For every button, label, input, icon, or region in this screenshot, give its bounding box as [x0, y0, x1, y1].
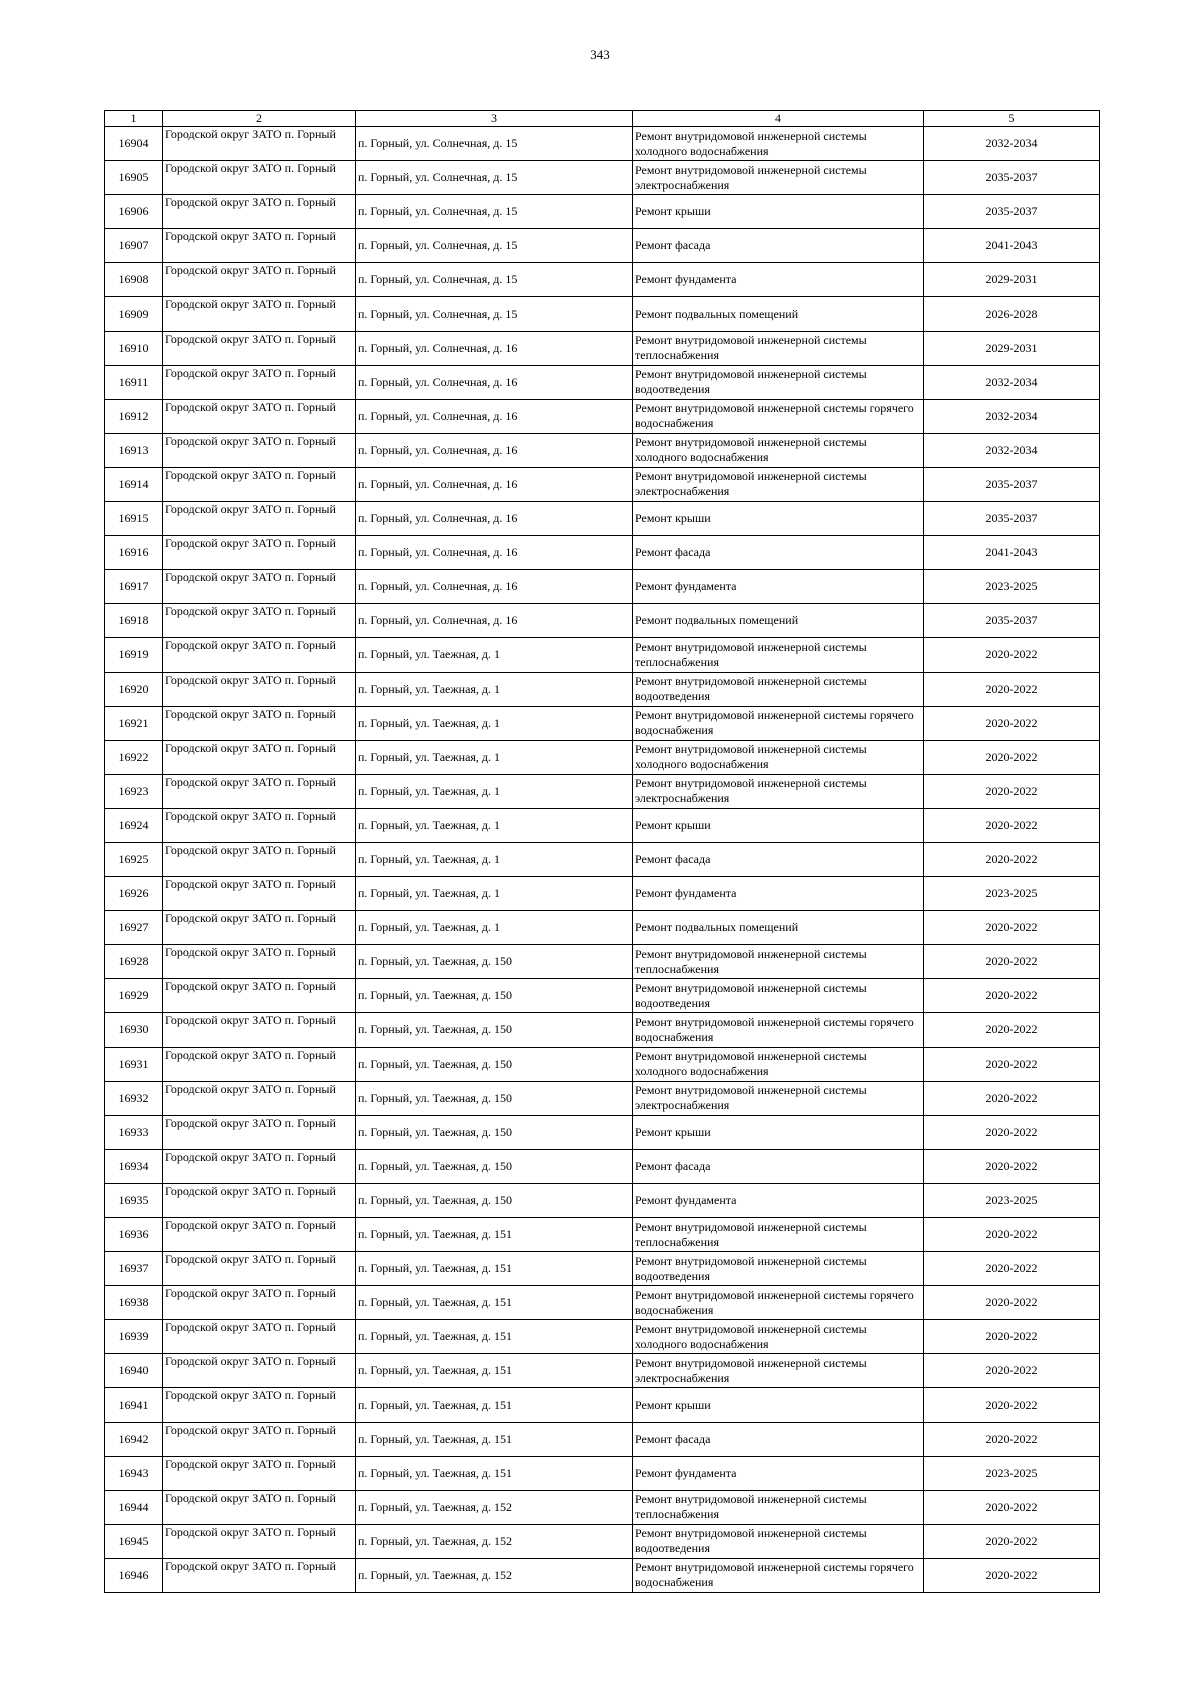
table-row: [105, 1320, 1100, 1354]
address-cell: п. Горный, ул. Таежная, д. 151: [356, 1456, 633, 1490]
work-type-cell: Ремонт фасада: [633, 842, 924, 876]
address-cell: п. Горный, ул. Таежная, д. 1: [356, 740, 633, 774]
table-row: [105, 127, 1100, 161]
table-row: [105, 195, 1100, 229]
address-cell: п. Горный, ул. Солнечная, д. 15: [356, 229, 633, 263]
address-cell: п. Горный, ул. Солнечная, д. 15: [356, 195, 633, 229]
column-header: 3: [356, 111, 633, 127]
period-cell: 2032-2034: [924, 399, 1100, 433]
address-cell: п. Горный, ул. Таежная, д. 1: [356, 774, 633, 808]
table-row: [105, 877, 1100, 911]
period-cell: 2041-2043: [924, 536, 1100, 570]
row-number-cell: 16916: [105, 536, 163, 570]
period-cell: 2020-2022: [924, 1388, 1100, 1422]
municipality-cell: Городской округ ЗАТО п. Горный: [163, 1354, 356, 1388]
row-number-cell: 16942: [105, 1422, 163, 1456]
municipality-cell: Городской округ ЗАТО п. Горный: [163, 1286, 356, 1320]
work-type-cell: Ремонт внутридомовой инженерной системы электроснабжения: [633, 1354, 924, 1388]
table-row: [105, 911, 1100, 945]
row-number-cell: 16904: [105, 127, 163, 161]
row-number-cell: 16933: [105, 1115, 163, 1149]
table-row: [105, 1149, 1100, 1183]
period-cell: 2020-2022: [924, 1524, 1100, 1558]
municipality-cell: Городской округ ЗАТО п. Горный: [163, 1047, 356, 1081]
address-cell: п. Горный, ул. Таежная, д. 152: [356, 1558, 633, 1592]
table-row: [105, 297, 1100, 331]
period-cell: 2020-2022: [924, 1252, 1100, 1286]
work-type-cell: Ремонт внутридомовой инженерной системы холодного водоснабжения: [633, 740, 924, 774]
row-number-cell: 16919: [105, 638, 163, 672]
table-row: [105, 1558, 1100, 1592]
municipality-cell: Городской округ ЗАТО п. Горный: [163, 161, 356, 195]
row-number-cell: 16905: [105, 161, 163, 195]
address-cell: п. Горный, ул. Таежная, д. 151: [356, 1286, 633, 1320]
municipality-cell: Городской округ ЗАТО п. Горный: [163, 1013, 356, 1047]
municipality-cell: Городской округ ЗАТО п. Горный: [163, 1218, 356, 1252]
table-row: [105, 1422, 1100, 1456]
table-header-row: [105, 111, 1100, 127]
column-header: 5: [924, 111, 1100, 127]
work-type-cell: Ремонт внутридомовой инженерной системы горячего водоснабжения: [633, 1286, 924, 1320]
table-row: [105, 161, 1100, 195]
address-cell: п. Горный, ул. Таежная, д. 150: [356, 1149, 633, 1183]
work-type-cell: Ремонт внутридомовой инженерной системы электроснабжения: [633, 774, 924, 808]
row-number-cell: 16928: [105, 945, 163, 979]
row-number-cell: 16922: [105, 740, 163, 774]
address-cell: п. Горный, ул. Таежная, д. 1: [356, 808, 633, 842]
row-number-cell: 16941: [105, 1388, 163, 1422]
municipality-cell: Городской округ ЗАТО п. Горный: [163, 1558, 356, 1592]
address-cell: п. Горный, ул. Таежная, д. 150: [356, 1047, 633, 1081]
table-body: [105, 127, 1100, 1593]
work-type-cell: Ремонт внутридомовой инженерной системы холодного водоснабжения: [633, 433, 924, 467]
row-number-cell: 16930: [105, 1013, 163, 1047]
table-row: [105, 467, 1100, 501]
municipality-cell: Городской округ ЗАТО п. Горный: [163, 195, 356, 229]
address-cell: п. Горный, ул. Таежная, д. 1: [356, 672, 633, 706]
row-number-cell: 16913: [105, 433, 163, 467]
table-row: [105, 1524, 1100, 1558]
page-number: 343: [590, 47, 610, 62]
row-number-cell: 16906: [105, 195, 163, 229]
row-number-cell: 16915: [105, 502, 163, 536]
work-type-cell: Ремонт внутридомовой инженерной системы холодного водоснабжения: [633, 1320, 924, 1354]
municipality-cell: Городской округ ЗАТО п. Горный: [163, 945, 356, 979]
work-type-cell: Ремонт фасада: [633, 1422, 924, 1456]
period-cell: 2020-2022: [924, 1490, 1100, 1524]
row-number-cell: 16912: [105, 399, 163, 433]
address-cell: п. Горный, ул. Таежная, д. 1: [356, 706, 633, 740]
address-cell: п. Горный, ул. Таежная, д. 152: [356, 1490, 633, 1524]
work-type-cell: Ремонт фасада: [633, 229, 924, 263]
table-row: [105, 1286, 1100, 1320]
address-cell: п. Горный, ул. Таежная, д. 151: [356, 1218, 633, 1252]
address-cell: п. Горный, ул. Таежная, д. 150: [356, 979, 633, 1013]
work-type-cell: Ремонт внутридомовой инженерной системы холодного водоснабжения: [633, 127, 924, 161]
table-row: [105, 1183, 1100, 1217]
address-cell: п. Горный, ул. Солнечная, д. 16: [356, 604, 633, 638]
table-row: [105, 1047, 1100, 1081]
municipality-cell: Городской округ ЗАТО п. Горный: [163, 467, 356, 501]
period-cell: 2035-2037: [924, 604, 1100, 638]
address-cell: п. Горный, ул. Таежная, д. 1: [356, 911, 633, 945]
table-row: [105, 1490, 1100, 1524]
address-cell: п. Горный, ул. Таежная, д. 151: [356, 1388, 633, 1422]
work-type-cell: Ремонт фундамента: [633, 570, 924, 604]
period-cell: 2023-2025: [924, 1183, 1100, 1217]
period-cell: 2035-2037: [924, 195, 1100, 229]
period-cell: 2020-2022: [924, 774, 1100, 808]
period-cell: 2041-2043: [924, 229, 1100, 263]
table-row: [105, 433, 1100, 467]
work-type-cell: Ремонт внутридомовой инженерной системы теплоснабжения: [633, 945, 924, 979]
row-number-cell: 16934: [105, 1149, 163, 1183]
period-cell: 2035-2037: [924, 502, 1100, 536]
row-number-cell: 16940: [105, 1354, 163, 1388]
municipality-cell: Городской округ ЗАТО п. Горный: [163, 1115, 356, 1149]
municipality-cell: Городской округ ЗАТО п. Горный: [163, 774, 356, 808]
period-cell: 2020-2022: [924, 672, 1100, 706]
work-type-cell: Ремонт крыши: [633, 502, 924, 536]
work-type-cell: Ремонт внутридомовой инженерной системы теплоснабжения: [633, 331, 924, 365]
period-cell: 2020-2022: [924, 1558, 1100, 1592]
address-cell: п. Горный, ул. Солнечная, д. 15: [356, 127, 633, 161]
period-cell: 2020-2022: [924, 945, 1100, 979]
work-type-cell: Ремонт внутридомовой инженерной системы теплоснабжения: [633, 638, 924, 672]
period-cell: 2032-2034: [924, 433, 1100, 467]
municipality-cell: Городской округ ЗАТО п. Горный: [163, 706, 356, 740]
work-type-cell: Ремонт внутридомовой инженерной системы теплоснабжения: [633, 1490, 924, 1524]
municipality-cell: Городской округ ЗАТО п. Горный: [163, 911, 356, 945]
address-cell: п. Горный, ул. Таежная, д. 151: [356, 1252, 633, 1286]
table-row: [105, 1354, 1100, 1388]
municipality-cell: Городской округ ЗАТО п. Горный: [163, 1081, 356, 1115]
municipality-cell: Городской округ ЗАТО п. Горный: [163, 740, 356, 774]
municipality-cell: Городской округ ЗАТО п. Горный: [163, 1320, 356, 1354]
period-cell: 2035-2037: [924, 161, 1100, 195]
municipality-cell: Городской округ ЗАТО п. Горный: [163, 1524, 356, 1558]
table-row: [105, 1388, 1100, 1422]
table-row: [105, 842, 1100, 876]
table-row: [105, 1013, 1100, 1047]
row-number-cell: 16910: [105, 331, 163, 365]
work-type-cell: Ремонт внутридомовой инженерной системы теплоснабжения: [633, 1218, 924, 1252]
municipality-cell: Городской округ ЗАТО п. Горный: [163, 399, 356, 433]
row-number-cell: 16908: [105, 263, 163, 297]
row-number-cell: 16935: [105, 1183, 163, 1217]
period-cell: 2020-2022: [924, 1081, 1100, 1115]
row-number-cell: 16946: [105, 1558, 163, 1592]
period-cell: 2020-2022: [924, 1422, 1100, 1456]
row-number-cell: 16917: [105, 570, 163, 604]
work-type-cell: Ремонт внутридомовой инженерной системы водоотведения: [633, 1524, 924, 1558]
period-cell: 2020-2022: [924, 638, 1100, 672]
period-cell: 2029-2031: [924, 331, 1100, 365]
table-row: [105, 672, 1100, 706]
work-type-cell: Ремонт крыши: [633, 808, 924, 842]
work-type-cell: Ремонт подвальных помещений: [633, 297, 924, 331]
municipality-cell: Городской округ ЗАТО п. Горный: [163, 842, 356, 876]
row-number-cell: 16945: [105, 1524, 163, 1558]
municipality-cell: Городской округ ЗАТО п. Горный: [163, 1490, 356, 1524]
table-row: [105, 229, 1100, 263]
address-cell: п. Горный, ул. Солнечная, д. 15: [356, 161, 633, 195]
period-cell: 2020-2022: [924, 1149, 1100, 1183]
table-row: [105, 1252, 1100, 1286]
municipality-cell: Городской округ ЗАТО п. Горный: [163, 127, 356, 161]
municipality-cell: Городской округ ЗАТО п. Горный: [163, 297, 356, 331]
table-row: [105, 706, 1100, 740]
address-cell: п. Горный, ул. Солнечная, д. 16: [356, 331, 633, 365]
address-cell: п. Горный, ул. Солнечная, д. 16: [356, 433, 633, 467]
period-cell: 2023-2025: [924, 570, 1100, 604]
work-type-cell: Ремонт подвальных помещений: [633, 911, 924, 945]
municipality-cell: Городской округ ЗАТО п. Горный: [163, 1252, 356, 1286]
period-cell: 2020-2022: [924, 1286, 1100, 1320]
work-type-cell: Ремонт подвальных помещений: [633, 604, 924, 638]
row-number-cell: 16920: [105, 672, 163, 706]
work-type-cell: Ремонт внутридомовой инженерной системы электроснабжения: [633, 1081, 924, 1115]
work-type-cell: Ремонт внутридомовой инженерной системы горячего водоснабжения: [633, 399, 924, 433]
row-number-cell: 16923: [105, 774, 163, 808]
address-cell: п. Горный, ул. Солнечная, д. 15: [356, 263, 633, 297]
period-cell: 2020-2022: [924, 1320, 1100, 1354]
work-type-cell: Ремонт фундамента: [633, 877, 924, 911]
period-cell: 2023-2025: [924, 877, 1100, 911]
municipality-cell: Городской округ ЗАТО п. Горный: [163, 877, 356, 911]
municipality-cell: Городской округ ЗАТО п. Горный: [163, 808, 356, 842]
row-number-cell: 16911: [105, 365, 163, 399]
address-cell: п. Горный, ул. Солнечная, д. 16: [356, 502, 633, 536]
row-number-cell: 16929: [105, 979, 163, 1013]
address-cell: п. Горный, ул. Таежная, д. 151: [356, 1320, 633, 1354]
work-type-cell: Ремонт внутридомовой инженерной системы электроснабжения: [633, 161, 924, 195]
municipality-cell: Городской округ ЗАТО п. Горный: [163, 604, 356, 638]
period-cell: 2020-2022: [924, 1047, 1100, 1081]
table-row: [105, 1115, 1100, 1149]
table-row: [105, 979, 1100, 1013]
table-row: [105, 1218, 1100, 1252]
municipality-cell: Городской округ ЗАТО п. Горный: [163, 365, 356, 399]
table-row: [105, 331, 1100, 365]
row-number-cell: 16921: [105, 706, 163, 740]
address-cell: п. Горный, ул. Таежная, д. 151: [356, 1422, 633, 1456]
table-row: [105, 263, 1100, 297]
row-number-cell: 16926: [105, 877, 163, 911]
work-type-cell: Ремонт внутридомовой инженерной системы водоотведения: [633, 1252, 924, 1286]
period-cell: 2023-2025: [924, 1456, 1100, 1490]
municipality-cell: Городской округ ЗАТО п. Горный: [163, 263, 356, 297]
row-number-cell: 16936: [105, 1218, 163, 1252]
row-number-cell: 16907: [105, 229, 163, 263]
address-cell: п. Горный, ул. Таежная, д. 150: [356, 945, 633, 979]
row-number-cell: 16909: [105, 297, 163, 331]
row-number-cell: 16943: [105, 1456, 163, 1490]
period-cell: 2026-2028: [924, 297, 1100, 331]
work-type-cell: Ремонт внутридомовой инженерной системы горячего водоснабжения: [633, 1013, 924, 1047]
work-type-cell: Ремонт внутридомовой инженерной системы холодного водоснабжения: [633, 1047, 924, 1081]
row-number-cell: 16939: [105, 1320, 163, 1354]
municipality-cell: Городской округ ЗАТО п. Горный: [163, 1183, 356, 1217]
row-number-cell: 16918: [105, 604, 163, 638]
work-type-cell: Ремонт внутридомовой инженерной системы горячего водоснабжения: [633, 706, 924, 740]
work-type-cell: Ремонт крыши: [633, 195, 924, 229]
address-cell: п. Горный, ул. Таежная, д. 150: [356, 1081, 633, 1115]
table-row: [105, 1081, 1100, 1115]
table-row: [105, 536, 1100, 570]
municipality-cell: Городской округ ЗАТО п. Горный: [163, 1422, 356, 1456]
address-cell: п. Горный, ул. Таежная, д. 1: [356, 877, 633, 911]
period-cell: 2020-2022: [924, 1354, 1100, 1388]
municipality-cell: Городской округ ЗАТО п. Горный: [163, 672, 356, 706]
table-row: [105, 638, 1100, 672]
municipality-cell: Городской округ ЗАТО п. Горный: [163, 433, 356, 467]
work-type-cell: Ремонт фундамента: [633, 263, 924, 297]
period-cell: 2020-2022: [924, 1013, 1100, 1047]
municipality-cell: Городской округ ЗАТО п. Горный: [163, 502, 356, 536]
municipality-cell: Городской округ ЗАТО п. Горный: [163, 638, 356, 672]
work-type-cell: Ремонт внутридомовой инженерной системы водоотведения: [633, 672, 924, 706]
row-number-cell: 16931: [105, 1047, 163, 1081]
address-cell: п. Горный, ул. Солнечная, д. 16: [356, 536, 633, 570]
repair-schedule-table: [104, 110, 1100, 1593]
period-cell: 2020-2022: [924, 706, 1100, 740]
period-cell: 2032-2034: [924, 127, 1100, 161]
address-cell: п. Горный, ул. Таежная, д. 1: [356, 842, 633, 876]
municipality-cell: Городской округ ЗАТО п. Горный: [163, 979, 356, 1013]
column-header: 2: [163, 111, 356, 127]
address-cell: п. Горный, ул. Таежная, д. 151: [356, 1354, 633, 1388]
period-cell: 2020-2022: [924, 911, 1100, 945]
column-header: 1: [105, 111, 163, 127]
table-row: [105, 808, 1100, 842]
address-cell: п. Горный, ул. Таежная, д. 150: [356, 1183, 633, 1217]
row-number-cell: 16925: [105, 842, 163, 876]
table-row: [105, 365, 1100, 399]
period-cell: 2020-2022: [924, 1218, 1100, 1252]
work-type-cell: Ремонт фасада: [633, 536, 924, 570]
address-cell: п. Горный, ул. Солнечная, д. 16: [356, 467, 633, 501]
period-cell: 2020-2022: [924, 1115, 1100, 1149]
table-row: [105, 1456, 1100, 1490]
work-type-cell: Ремонт внутридомовой инженерной системы водоотведения: [633, 979, 924, 1013]
address-cell: п. Горный, ул. Солнечная, д. 16: [356, 570, 633, 604]
period-cell: 2035-2037: [924, 467, 1100, 501]
row-number-cell: 16932: [105, 1081, 163, 1115]
municipality-cell: Городской округ ЗАТО п. Горный: [163, 331, 356, 365]
work-type-cell: Ремонт внутридомовой инженерной системы горячего водоснабжения: [633, 1558, 924, 1592]
work-type-cell: Ремонт внутридомовой инженерной системы водоотведения: [633, 365, 924, 399]
work-type-cell: Ремонт внутридомовой инженерной системы электроснабжения: [633, 467, 924, 501]
row-number-cell: 16938: [105, 1286, 163, 1320]
address-cell: п. Горный, ул. Солнечная, д. 15: [356, 297, 633, 331]
row-number-cell: 16937: [105, 1252, 163, 1286]
work-type-cell: Ремонт фундамента: [633, 1456, 924, 1490]
address-cell: п. Горный, ул. Солнечная, д. 16: [356, 365, 633, 399]
period-cell: 2020-2022: [924, 808, 1100, 842]
municipality-cell: Городской округ ЗАТО п. Горный: [163, 1388, 356, 1422]
work-type-cell: Ремонт крыши: [633, 1388, 924, 1422]
table-row: [105, 604, 1100, 638]
work-type-cell: Ремонт фундамента: [633, 1183, 924, 1217]
table-row: [105, 399, 1100, 433]
work-type-cell: Ремонт крыши: [633, 1115, 924, 1149]
period-cell: 2020-2022: [924, 979, 1100, 1013]
row-number-cell: 16914: [105, 467, 163, 501]
period-cell: 2020-2022: [924, 740, 1100, 774]
column-header: 4: [633, 111, 924, 127]
work-type-cell: Ремонт фасада: [633, 1149, 924, 1183]
municipality-cell: Городской округ ЗАТО п. Горный: [163, 1149, 356, 1183]
period-cell: 2029-2031: [924, 263, 1100, 297]
municipality-cell: Городской округ ЗАТО п. Горный: [163, 536, 356, 570]
municipality-cell: Городской округ ЗАТО п. Горный: [163, 1456, 356, 1490]
period-cell: 2032-2034: [924, 365, 1100, 399]
table-row: [105, 502, 1100, 536]
address-cell: п. Горный, ул. Таежная, д. 150: [356, 1115, 633, 1149]
municipality-cell: Городской округ ЗАТО п. Горный: [163, 570, 356, 604]
address-cell: п. Горный, ул. Солнечная, д. 16: [356, 399, 633, 433]
table-row: [105, 774, 1100, 808]
table-row: [105, 740, 1100, 774]
table-row: [105, 570, 1100, 604]
table-row: [105, 945, 1100, 979]
address-cell: п. Горный, ул. Таежная, д. 152: [356, 1524, 633, 1558]
address-cell: п. Горный, ул. Таежная, д. 1: [356, 638, 633, 672]
row-number-cell: 16924: [105, 808, 163, 842]
municipality-cell: Городской округ ЗАТО п. Горный: [163, 229, 356, 263]
row-number-cell: 16927: [105, 911, 163, 945]
row-number-cell: 16944: [105, 1490, 163, 1524]
address-cell: п. Горный, ул. Таежная, д. 150: [356, 1013, 633, 1047]
period-cell: 2020-2022: [924, 842, 1100, 876]
